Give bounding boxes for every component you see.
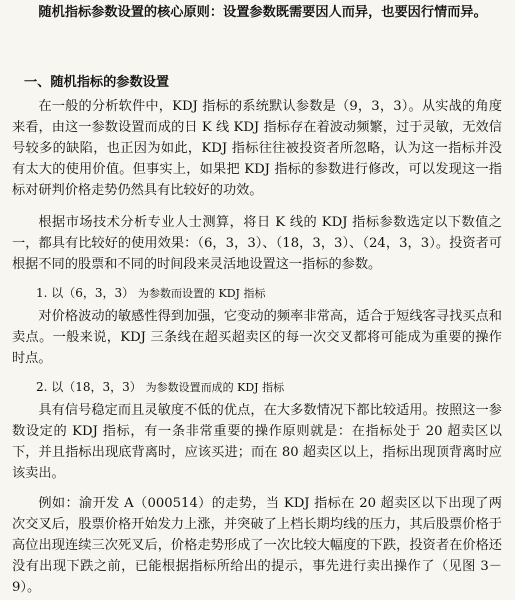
paragraph-recommended-params: 根据市场技术分析专业人士测算，将日 K 线的 KDJ 指标参数选定以下数值之一，都具有比较好的使用效果：（6，3，3）、（18，3，3）、（24，3，3）。投资者可根据不同的股票和不同的时间段来灵活地设置这一指标的参数。 (12, 215, 502, 272)
subheading-6-3-3-number: 1. 以（6，3，3） (36, 286, 135, 300)
subheading-6-3-3-title: 为参数而设置的 KDJ 指标 (138, 287, 266, 300)
paragraph-18-3-3: 具有信号稳定而且灵敏度不低的优点，在大多数情况下都比较适用。按照这一参数设定的 KDJ 指标，有一条非常重要的操作原则就是：在指标处于 20 超卖区以下，并且指标出现底背离时，应该买进；而在 80 超卖区以上，指标出现顶背离时应该卖出。 (12, 403, 502, 481)
subheading-18-3-3 (12, 377, 502, 398)
paragraph-example: 例如：渝开发 A（000514）的走势，当 KDJ 指标在 20 超卖区以下出现了两次交叉后，股票价格开始发力上涨，并突破了上档长期均线的压力，其后股票价格于高位出现连续三次死叉后，价格走势形成了一次比较大幅度的下跌，投资者在价格还没有出现下跌之前，已能根据指标所给出的提示，事先进行卖出操作了（见图 3－9）。 (12, 496, 502, 595)
section-title: 一、随机指标的参数设置 (24, 75, 170, 90)
paragraph-6-3-3: 对价格波动的敏感性得到加强，它变动的频率非常高，适合于短线客寻找买点和卖点。一般来说，KDJ 三条线在超买超卖区的每一次交叉都将可能成为重要的操作时点。 (12, 309, 502, 366)
intro-principle: 随机指标参数设置的核心原则：设置参数既需要因人而异，也要因行情而异。 (38, 5, 487, 20)
subheading-18-3-3-title: 为参数设置而成的 KDJ 指标 (145, 381, 285, 394)
subheading-18-3-3-number: 2. 以（18，3，3） (36, 380, 142, 394)
subheading-6-3-3 (12, 283, 502, 304)
paragraph-default-params: 在一般的分析软件中，KDJ 指标的系统默认参数是（9，3，3）。从实战的角度来看，由这一参数设置而成的日 K 线 KDJ 指标存在着波动频繁，过于灵敏，无效信号较多的缺陷，也正因为如此，KDJ 指标往往被投资者所忽略，认为这一指标并没有太大的使用价值。但事实上，如果把 KDJ 指标的参数进行修改，可以发现这一指标对研判价格走势仍然具有比较好的功效。 (12, 99, 502, 198)
